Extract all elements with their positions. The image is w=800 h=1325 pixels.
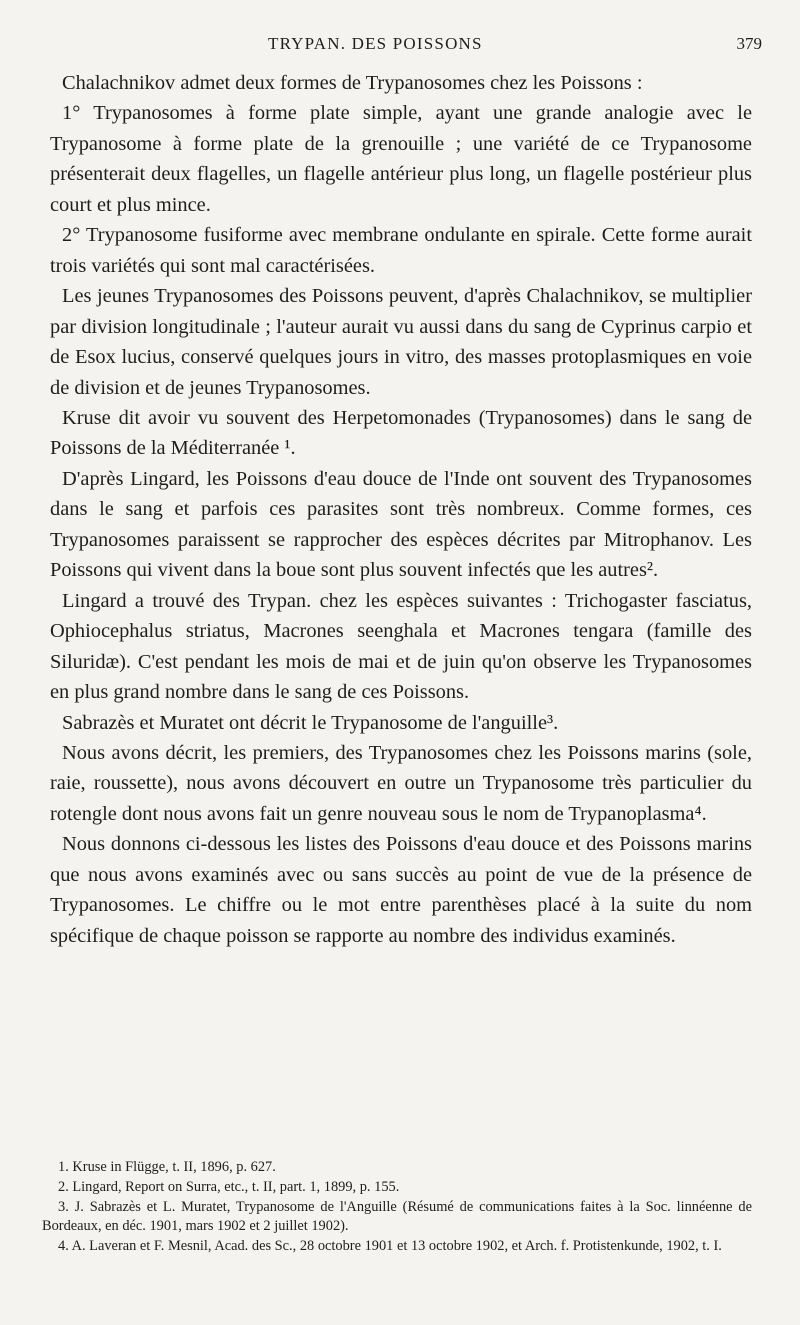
footnotes (42, 1158, 752, 1257)
paragraph-7: Lingard a trouvé des Trypan. chez les espèces suivantes : Trichogaster fasciatus, Ophiocephalus striatus, Macrones seenghala et Macrones tengara (famille des Siluridæ). C'est pendant les mois de mai et de juin qu'on observe les Trypanosomes en plus grand nombre dans le sang de ces Poissons. (50, 589, 752, 704)
paragraph-4: Les jeunes Trypanosomes des Poissons peuvent, d'après Chalachnikov, se multiplier par division longitudinale ; l'auteur aurait vu aussi dans du sang de Cyprinus carpio et de Esox lucius, conservé quelques jours in vitro, des masses protoplasmiques en voie de division et de jeunes Trypanosomes. (50, 285, 752, 399)
footnote-4: 4. A. Laveran et F. Mesnil, Acad. des Sc., 28 octobre 1901 et 13 octobre 1902, et Arch. f. Protistenkunde, 1902, t. I. (58, 1238, 722, 1255)
paragraph-2: 1° Trypanosomes à forme plate simple, ayant une grande analogie avec le Trypanosome à forme plate de la grenouille ; une variété de ce Trypanosome présenterait deux flagelles, un flagelle antérieur plus long, un flagelle postérieur plus court et plus mince. (50, 102, 752, 216)
paragraph-8: Sabrazès et Muratet ont décrit le Trypanosome de l'anguille³. (62, 711, 559, 734)
running-title: TRYPAN. DES POISSONS (268, 34, 483, 53)
body-text (50, 68, 752, 951)
footnote-3: 3. J. Sabrazès et L. Muratet, Trypanosome de l'Anguille (Résumé de communications faites à la Soc. linnéenne de Bordeaux, en déc. 1901, mars 1902 et 2 juillet 1902). (42, 1198, 752, 1235)
page-number: 379 (736, 34, 762, 53)
paragraph-10: Nous donnons ci-dessous les listes des Poissons d'eau douce et des Poissons marins que nous avons examinés avec ou sans succès au point de vue de la présence de Trypanosomes. Le chiffre ou le mot entre parenthèses placé à la suite du nom spécifique de chaque poisson se rapporte au nombre des individus examinés. (50, 833, 752, 947)
paragraph-3: 2° Trypanosome fusiforme avec membrane ondulante en spirale. Cette forme aurait trois variétés qui sont mal caractérisées. (50, 224, 752, 277)
paragraph-9: Nous avons décrit, les premiers, des Trypanosomes chez les Poissons marins (sole, raie, roussette), nous avons découvert en outre un Trypanosome très particulier du rotengle dont nous avons fait un genre nouveau sous le nom de Trypanoplasma⁴. (50, 741, 752, 825)
paragraph-1: Chalachnikov admet deux formes de Trypanosomes chez les Poissons : (62, 72, 643, 94)
page-header (58, 34, 762, 60)
paragraph-5: Kruse dit avoir vu souvent des Herpetomonades (Trypanosomes) dans le sang de Poissons de la Méditerranée ¹. (50, 406, 752, 460)
paragraph-6: D'après Lingard, les Poissons d'eau douce de l'Inde ont souvent des Trypanosomes dans le sang et parfois ces parasites sont très nombreux. Comme formes, ces Trypanosomes paraissent se rapprocher des espèces décrites par Mitrophanov. Les Poissons qui vivent dans la boue sont plus souvent infectés que les autres². (50, 467, 752, 582)
footnote-1: 1. Kruse in Flügge, t. II, 1896, p. 627. (58, 1159, 276, 1175)
footnote-2: 2. Lingard, Report on Surra, etc., t. II, part. 1, 1899, p. 155. (58, 1178, 400, 1195)
